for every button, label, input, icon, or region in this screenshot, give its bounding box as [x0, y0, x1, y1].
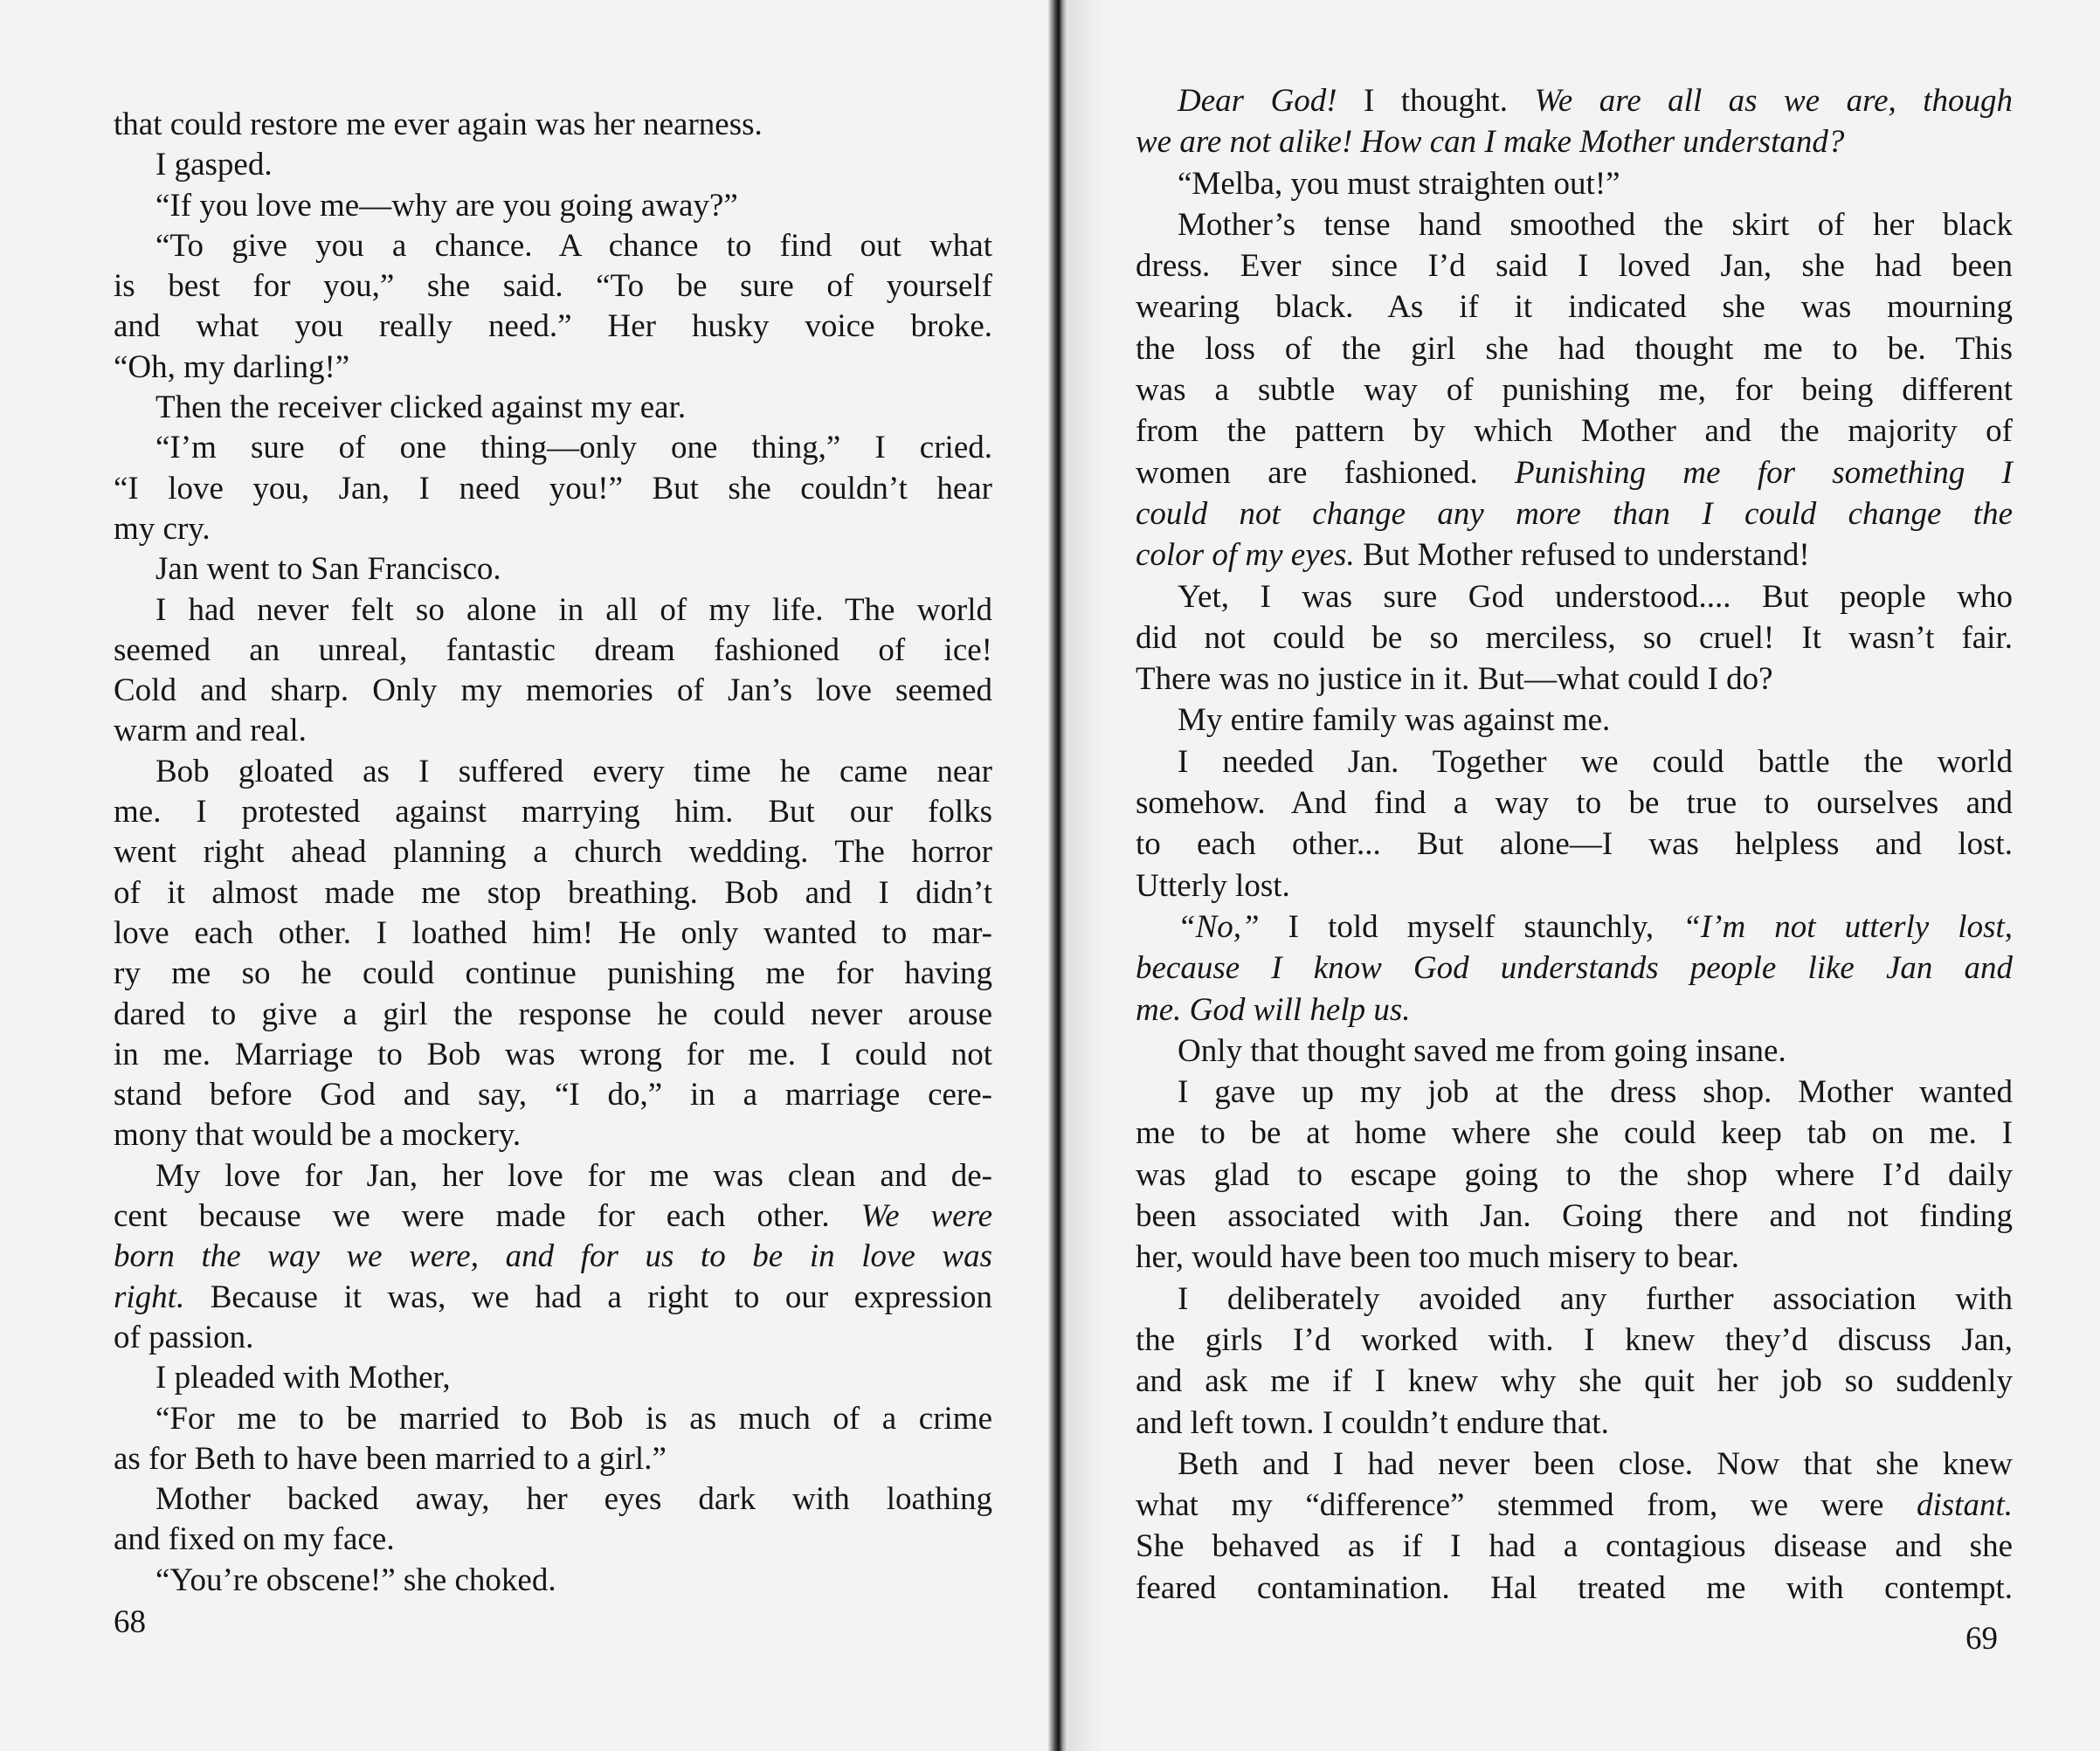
text-line: [1136, 410, 2013, 452]
text-line: [1136, 1196, 2013, 1237]
italic-text: born the way we were, and for us to be in love was: [114, 1238, 992, 1275]
text-segment: been associated with Jan. Going there and not finding: [1136, 1198, 2013, 1235]
italic-text: me. God will help us.: [1136, 991, 1411, 1028]
text-segment: somehow. And find a way to be true to ourselves and: [1136, 785, 2013, 822]
text-segment: “If you love me—why are you going away?”: [155, 187, 738, 224]
italic-text: Dear God!: [1178, 83, 1337, 119]
italic-text: distant.: [1917, 1487, 2013, 1524]
paragraph: [114, 1561, 992, 1601]
paragraph: [114, 105, 992, 145]
text-segment: Only that thought saved me from going insane.: [1178, 1032, 1786, 1069]
text-line: [1136, 163, 2013, 204]
text-line: [114, 105, 992, 145]
text-line: [1136, 989, 2013, 1031]
text-segment: Jan went to San Francisco.: [155, 551, 501, 588]
text-line: [114, 1318, 992, 1358]
italic-text: color of my eyes.: [1136, 537, 1355, 574]
text-line: [1136, 1403, 2013, 1444]
text-segment: I had never felt so alone in all of my life. The world: [155, 591, 992, 628]
text-line: [114, 428, 992, 468]
text-line: [1136, 907, 2013, 948]
text-line: [114, 873, 992, 913]
text-line: [1136, 948, 2013, 989]
text-segment: as for Beth to have been married to a girl.”: [114, 1440, 667, 1477]
text-line: [1136, 204, 2013, 245]
text-segment: mony that would be a mockery.: [114, 1117, 522, 1154]
paragraph: [114, 428, 992, 549]
text-line: [1136, 80, 2013, 121]
text-line: [114, 307, 992, 347]
text-segment: the girls I’d worked with. I knew they’d discuss Jan,: [1136, 1321, 2013, 1358]
text-segment: I thought.: [1337, 83, 1535, 119]
page-number-right: 69: [1965, 1621, 1998, 1657]
text-line: [1136, 1361, 2013, 1402]
text-line: [114, 509, 992, 549]
text-segment: women are fashioned.: [1136, 454, 1516, 491]
text-segment: Bob gloated as I suffered every time he came near: [155, 753, 992, 789]
text-line: [114, 711, 992, 751]
paragraph: [114, 590, 992, 752]
text-segment: “I love you, Jan, I need you!” But she couldn’t hear: [114, 470, 992, 507]
text-segment: “To give you a chance. A chance to find out what: [155, 227, 992, 264]
gutter-shadow: [1067, 0, 1102, 1751]
text-segment: wearing black. As if it indicated she was mourning: [1136, 289, 2013, 326]
text-segment: was a subtle way of punishing me, for being different: [1136, 372, 2013, 409]
text-segment: Mother backed away, her eyes dark with loathing: [155, 1481, 992, 1518]
text-segment: I gave up my job at the dress shop. Mother wanted: [1178, 1074, 2013, 1111]
italic-text: Punishing me for something I: [1515, 454, 2013, 491]
text-segment: I pleaded with Mother,: [155, 1360, 451, 1396]
text-segment: dress. Ever since I’d said I loved Jan, she had been: [1136, 248, 2013, 285]
italic-text: We are all as we are, though: [1534, 83, 2013, 119]
paragraph: [114, 1479, 992, 1561]
text-segment: “I’m sure of one thing—only one thing,” I cried.: [155, 430, 992, 466]
text-segment: Utterly lost.: [1136, 867, 1290, 904]
text-line: [1136, 1155, 2013, 1196]
text-line: [114, 1156, 992, 1196]
paragraph: [114, 186, 992, 226]
text-segment: is best for you,” she said. “To be sure of yourself: [114, 268, 992, 305]
text-line: [114, 348, 992, 388]
text-line: [114, 266, 992, 307]
text-segment: and what you really need.” Her husky voice broke.: [114, 308, 992, 345]
paragraph: [1136, 741, 2013, 907]
left-page-text: [114, 105, 992, 1601]
text-line: [114, 671, 992, 711]
paragraph: [1136, 1031, 2013, 1072]
text-line: [1136, 1031, 2013, 1072]
text-line: [1136, 328, 2013, 369]
text-line: [114, 1479, 992, 1520]
text-line: [1136, 1526, 2013, 1567]
text-segment: of passion.: [114, 1319, 254, 1355]
paragraph: [1136, 576, 2013, 700]
paragraph: [114, 1358, 992, 1398]
text-segment: in me. Marriage to Bob was wrong for me. I could not: [114, 1036, 992, 1072]
paragraph: [1136, 163, 2013, 204]
paragraph: [114, 1399, 992, 1480]
paragraph: [1136, 80, 2013, 163]
text-line: [114, 832, 992, 872]
text-segment: My entire family was against me.: [1178, 702, 1611, 739]
text-segment: from the pattern by which Mother and the majority of: [1136, 413, 2013, 450]
text-line: [1136, 1444, 2013, 1485]
text-segment: was glad to escape going to the shop where I’d daily: [1136, 1156, 2013, 1193]
text-line: [114, 1237, 992, 1277]
text-line: [114, 913, 992, 954]
text-line: [1136, 369, 2013, 410]
text-segment: Because it was, we had a right to our expression: [184, 1279, 992, 1315]
paragraph: [1136, 907, 2013, 1031]
text-line: [114, 469, 992, 509]
text-segment: My love for Jan, her love for me was clean and de-: [155, 1157, 992, 1194]
text-line: [1136, 658, 2013, 700]
text-segment: seemed an unreal, fantastic dream fashioned of ice!: [114, 631, 992, 668]
text-segment: feared contamination. Hal treated me with contempt.: [1136, 1569, 2013, 1606]
text-segment: and left town. I couldn’t endure that.: [1136, 1404, 1609, 1441]
paragraph: [114, 226, 992, 388]
text-line: [114, 1399, 992, 1439]
text-segment: did not could be so merciless, so cruel! It wasn’t fair.: [1136, 619, 2013, 656]
text-line: [114, 226, 992, 266]
text-segment: She behaved as if I had a contagious disease and she: [1136, 1528, 2013, 1565]
text-line: [1136, 617, 2013, 658]
text-segment: Yet, I was sure God understood.... But people who: [1178, 578, 2013, 615]
text-line: [114, 145, 992, 185]
text-segment: I told myself staunchly,: [1259, 908, 1683, 945]
paragraph: [114, 145, 992, 185]
italic-text: could not change any more than I could change the: [1136, 495, 2013, 532]
text-line: [1136, 576, 2013, 617]
text-line: [114, 1278, 992, 1318]
text-line: [114, 1196, 992, 1237]
text-line: [114, 388, 992, 428]
text-segment: to each other... But alone—I was helpless and lost.: [1136, 826, 2013, 863]
text-segment: dared to give a girl the response he could never arouse: [114, 996, 992, 1032]
text-segment: I needed Jan. Together we could battle the world: [1178, 743, 2013, 780]
text-segment: Beth and I had never been close. Now that she knew: [1178, 1445, 2013, 1482]
text-segment: that could restore me ever again was her nearness.: [114, 107, 763, 142]
paragraph: [114, 388, 992, 428]
text-line: [114, 1439, 992, 1479]
italic-text: “No,”: [1178, 908, 1260, 945]
text-line: [1136, 741, 2013, 782]
text-line: [1136, 700, 2013, 741]
text-segment: went right ahead planning a church wedding. The horror: [114, 834, 992, 871]
text-segment: “You’re obscene!” she choked.: [155, 1561, 556, 1598]
text-segment: and fixed on my face.: [114, 1521, 395, 1558]
text-segment: Then the receiver clicked against my ear.: [155, 389, 687, 426]
text-line: [114, 1561, 992, 1601]
text-segment: stand before God and say, “I do,” in a marriage cere-: [114, 1077, 992, 1113]
text-line: [1136, 452, 2013, 493]
text-line: [1136, 1237, 2013, 1278]
text-segment: and ask me if I knew why she quit her job so suddenly: [1136, 1363, 2013, 1400]
text-line: [114, 590, 992, 631]
text-segment: warm and real.: [114, 713, 307, 749]
right-page-text: [1136, 80, 2013, 1609]
text-line: [114, 1075, 992, 1115]
italic-text: right.: [114, 1279, 185, 1315]
text-line: [114, 752, 992, 792]
text-line: [114, 1358, 992, 1398]
paragraph: [114, 1156, 992, 1358]
text-line: [1136, 1568, 2013, 1609]
text-line: [1136, 286, 2013, 327]
text-line: [1136, 782, 2013, 824]
text-segment: of it almost made me stop breathing. Bob and I didn’t: [114, 874, 992, 911]
text-line: [114, 1035, 992, 1075]
paragraph: [114, 549, 992, 589]
text-segment: But Mother refused to understand!: [1354, 537, 1810, 574]
text-line: [1136, 824, 2013, 865]
paragraph: [1136, 1072, 2013, 1278]
paragraph: [1136, 1279, 2013, 1444]
text-line: [114, 186, 992, 226]
text-segment: what my “difference” stemmed from, we were: [1136, 1487, 1917, 1524]
paragraph: [1136, 204, 2013, 576]
text-segment: ry me so he could continue punishing me for having: [114, 955, 992, 992]
text-line: [1136, 1113, 2013, 1154]
text-line: [1136, 1279, 2013, 1320]
text-segment: “For me to be married to Bob is as much of a crime: [155, 1400, 992, 1437]
italic-text: We were: [860, 1198, 992, 1235]
text-segment: I gasped.: [155, 147, 273, 183]
book-gutter: [1048, 0, 1067, 1751]
text-segment: my cry.: [114, 510, 211, 547]
text-line: [1136, 245, 2013, 286]
text-line: [1136, 865, 2013, 907]
text-segment: I deliberately avoided any further association with: [1178, 1280, 2013, 1317]
paragraph: [114, 752, 992, 1156]
italic-text: we are not alike! How can I make Mother understand?: [1136, 124, 1845, 161]
text-line: [114, 792, 992, 832]
text-segment: her, would have been too much misery to bear.: [1136, 1239, 1740, 1276]
italic-text: “I’m not utterly lost,: [1682, 908, 2014, 945]
text-line: [114, 954, 992, 994]
text-line: [1136, 121, 2013, 162]
text-segment: “Oh, my darling!”: [114, 348, 350, 385]
italic-text: because I know God understands people like Jan and: [1136, 950, 2013, 987]
page-number-left: 68: [114, 1604, 146, 1640]
text-segment: Cold and sharp. Only my memories of Jan’s love seemed: [114, 672, 992, 709]
text-segment: There was no justice in it. But—what could I do?: [1136, 661, 1773, 698]
text-line: [1136, 1072, 2013, 1113]
text-segment: the loss of the girl she had thought me to be. This: [1136, 330, 2013, 367]
text-line: [1136, 1320, 2013, 1361]
text-line: [114, 1520, 992, 1560]
text-segment: me. I protested against marrying him. But our folks: [114, 794, 992, 831]
text-line: [1136, 493, 2013, 534]
paragraph: [1136, 700, 2013, 741]
text-line: [114, 995, 992, 1035]
text-segment: Mother’s tense hand smoothed the skirt of her black: [1178, 206, 2013, 243]
text-segment: cent because we were made for each other.: [114, 1198, 861, 1235]
text-line: [114, 631, 992, 671]
text-line: [1136, 534, 2013, 576]
text-segment: “Melba, you must straighten out!”: [1178, 165, 1620, 202]
text-line: [114, 549, 992, 589]
text-segment: me to be at home where she could keep tab on me. I: [1136, 1115, 2013, 1152]
paragraph: [1136, 1444, 2013, 1609]
text-line: [1136, 1485, 2013, 1526]
text-line: [114, 1115, 992, 1155]
text-segment: love each other. I loathed him! He only wanted to mar-: [114, 914, 992, 951]
